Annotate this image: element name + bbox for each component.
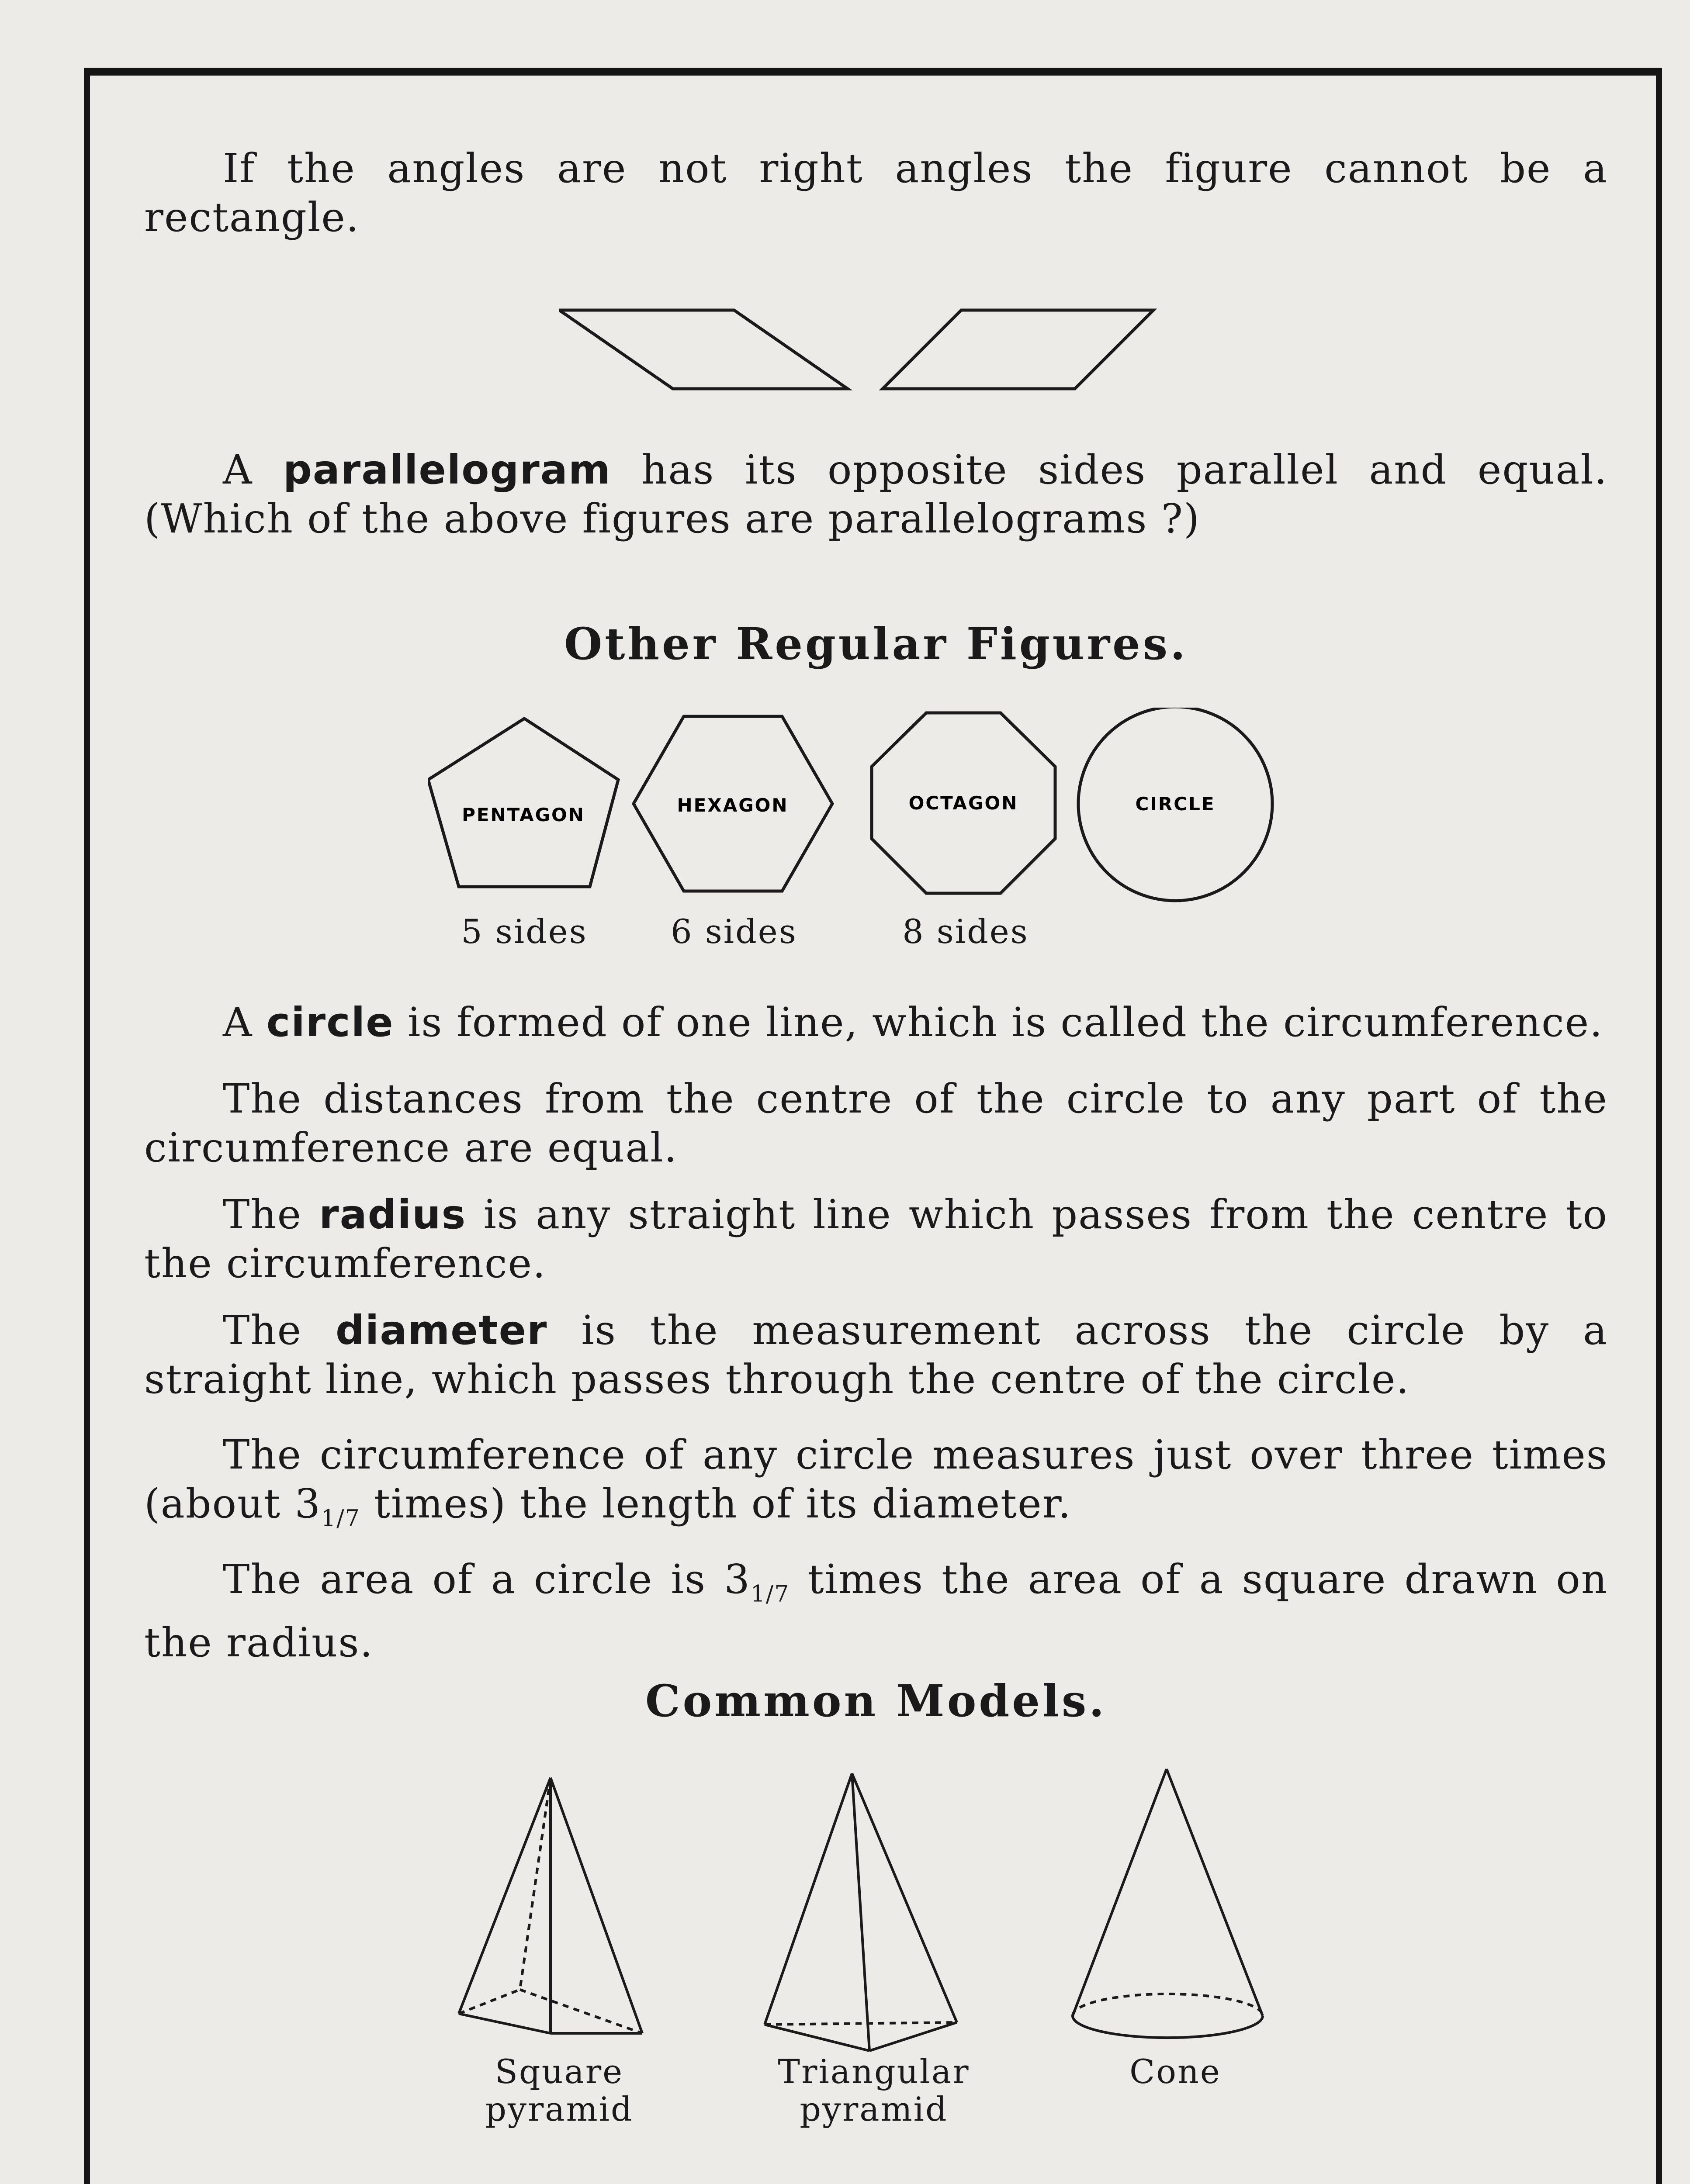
circle-shape	[1078, 708, 1272, 901]
text-fragment: is the measurement across the circle by a straight line, which passes through the centre of the circle.	[144, 1307, 1608, 1403]
term-diameter: diameter	[335, 1307, 548, 1354]
triangular-pyramid-shape	[765, 1773, 957, 2051]
octagon-caption: 8 sides	[902, 912, 1029, 951]
parallelogram-right-shape	[883, 310, 1153, 389]
term-parallelogram: parallelogram	[283, 446, 611, 493]
hexagon-shape	[634, 716, 832, 891]
fraction-one-seventh: 1/7	[321, 1505, 360, 1532]
paragraph-diameter	[144, 1306, 1608, 1404]
caption-line: pyramid	[485, 2090, 634, 2129]
term-radius: radius	[319, 1191, 467, 1238]
heading-common-models: Common Models.	[645, 1675, 1107, 1727]
paragraph-distances: The distances from the centre of the circle to any part of the circumference are equal.	[144, 1075, 1608, 1171]
text-fragment: is any straight line which passes from the centre to the circumference.	[144, 1191, 1608, 1287]
square-pyramid-shape	[459, 1778, 642, 2033]
paragraph-circle	[144, 998, 1608, 1047]
text-fragment: times) the length of its diameter.	[360, 1480, 1072, 1527]
pentagon-label: PENTAGON	[462, 804, 585, 826]
cone-shape	[1073, 1769, 1263, 2038]
text-fragment: times the area of a square drawn on the radius.	[144, 1556, 1608, 1666]
fraction-one-seventh: 1/7	[750, 1581, 790, 1607]
text-fragment: is formed of one line, which is called the circumference.	[394, 999, 1603, 1046]
text-fragment: The	[223, 1191, 319, 1238]
paragraph-rectangle: If the angles are not right angles the figure cannot be a rectangle.	[144, 145, 1608, 241]
text-fragment: A	[223, 446, 283, 493]
pentagon-caption: 5 sides	[461, 912, 588, 951]
parallelogram-figures	[559, 301, 1215, 402]
caption-line: Triangular	[778, 2052, 970, 2091]
text-fragment: The circumference of any circle measures just over three times (about 3	[144, 1431, 1608, 1527]
text-fragment: The area of a circle is 3	[223, 1556, 751, 1603]
caption-line: Cone	[1129, 2052, 1221, 2091]
cone-caption	[1097, 2053, 1254, 2091]
paragraph-radius	[144, 1190, 1608, 1288]
regular-figures-row	[428, 708, 1368, 926]
octagon-label: OCTAGON	[908, 792, 1018, 814]
circle-label: CIRCLE	[1135, 793, 1216, 815]
parallelogram-left	[559, 310, 848, 389]
term-circle: circle	[266, 999, 394, 1046]
text-fragment: The	[223, 1307, 336, 1354]
paragraph-area	[144, 1555, 1608, 1667]
triangular-pyramid-caption	[751, 2053, 996, 2128]
hexagon-caption: 6 sides	[671, 912, 797, 951]
square-pyramid-caption	[454, 2053, 664, 2128]
pentagon-shape	[428, 719, 618, 887]
text-fragment: A	[223, 999, 267, 1046]
text-fragment: has its opposite sides parallel and equal. (Which of the above figures are parallelograms ?)	[144, 446, 1608, 542]
caption-line: Square	[495, 2052, 624, 2091]
caption-line: pyramid	[800, 2090, 948, 2129]
hexagon-label: HEXAGON	[677, 795, 789, 816]
octagon-shape	[872, 713, 1055, 893]
heading-regular-figures: Other Regular Figures.	[564, 618, 1188, 670]
paragraph-parallelogram	[144, 446, 1608, 543]
paragraph-circumference	[144, 1431, 1608, 1543]
